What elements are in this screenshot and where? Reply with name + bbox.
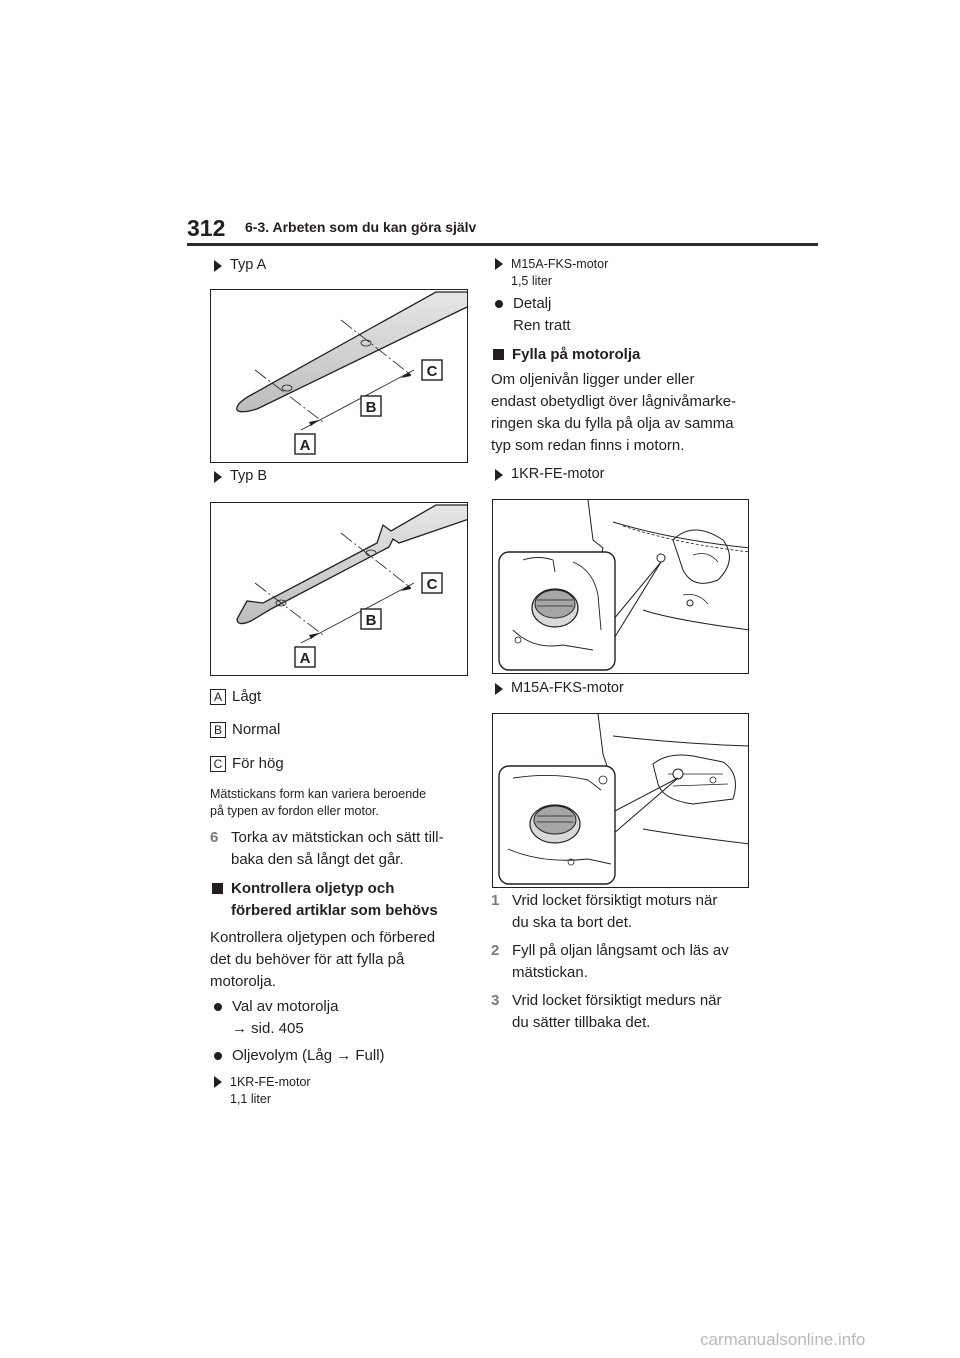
step-2: 2 Fyll på oljan långsamt och läs av mätstickan. bbox=[491, 942, 729, 981]
engine-m15a-fill-cap-figure bbox=[492, 713, 749, 888]
square-bullet-icon bbox=[493, 349, 504, 360]
bullet-detail: Detalj Ren tratt bbox=[491, 293, 571, 337]
arrow-icon bbox=[495, 683, 503, 695]
square-bullet-icon bbox=[212, 883, 223, 894]
engine-m15a-volume: M15A-FKS-motor 1,5 liter bbox=[491, 256, 608, 290]
dipstick-note: Mätstickans form kan variera beroende på typen av fordon eller motor. bbox=[210, 787, 427, 818]
engine-1kr-volume: 1KR-FE-motor 1,1 liter bbox=[210, 1074, 311, 1108]
fill-oil-paragraph: Om oljenivån ligger under eller endast obetydligt över lågnivåmarke- ringen ska du fylla på olja av samma typ som redan finns i motorn. bbox=[491, 371, 737, 454]
dipstick-type-b-illustration bbox=[211, 503, 468, 676]
arrow-icon bbox=[495, 258, 503, 270]
legend-item-low: A Lågt bbox=[210, 688, 261, 705]
engine-1kr-illustration bbox=[493, 500, 749, 674]
bullet-dot-icon bbox=[214, 1003, 222, 1011]
arrow-icon bbox=[214, 260, 222, 272]
legend-key-c: C bbox=[210, 756, 226, 772]
bullet-dot-icon bbox=[214, 1052, 222, 1060]
bullet-oil-volume: Oljevolym (Låg → Full) bbox=[210, 1045, 385, 1067]
subheading-check-oil: Kontrollera oljetyp och förbered artiklar som behövs bbox=[210, 878, 438, 922]
svg-text:B: B bbox=[365, 399, 377, 416]
step-3: 3 Vrid locket försiktigt medurs när du sätter tillbaka det. bbox=[491, 992, 722, 1031]
arrow-icon bbox=[214, 1076, 222, 1088]
type-b-heading: Typ B bbox=[210, 468, 267, 484]
arrow-icon bbox=[214, 471, 222, 483]
section-title: 6-3. Arbeten som du kan göra själv bbox=[245, 219, 477, 235]
page-reference: → sid. 405 bbox=[232, 1020, 304, 1037]
watermark: carmanualsonline.info bbox=[700, 1330, 866, 1349]
legend-key-a: A bbox=[210, 689, 226, 705]
fig-m15a-heading: M15A-FKS-motor bbox=[491, 680, 624, 696]
fig-1kr-heading: 1KR-FE-motor bbox=[491, 466, 604, 482]
header-divider bbox=[187, 243, 818, 246]
svg-text:C: C bbox=[426, 576, 438, 593]
bullet-oil-selection: Val av motorolja → sid. 405 bbox=[210, 996, 338, 1040]
dipstick-type-b-figure bbox=[210, 502, 468, 676]
svg-text:B: B bbox=[365, 612, 377, 629]
svg-text:C: C bbox=[426, 363, 438, 380]
check-oil-paragraph: Kontrollera oljetypen och förbered det du behöver för att fylla på motorolja. bbox=[210, 929, 436, 990]
svg-text:A: A bbox=[299, 650, 311, 667]
legend-item-high: C För hög bbox=[210, 755, 284, 772]
step-1: 1 Vrid locket försiktigt moturs när du ska ta bort det. bbox=[491, 892, 718, 931]
type-a-heading: Typ A bbox=[210, 257, 266, 273]
step-6: 6 Torka av mätstickan och sätt till- baka den så långt det går. bbox=[210, 829, 444, 868]
legend-item-normal: B Normal bbox=[210, 721, 280, 738]
engine-m15a-illustration bbox=[493, 714, 749, 888]
engine-1kr-fill-cap-figure bbox=[492, 499, 749, 674]
arrow-icon bbox=[495, 469, 503, 481]
dipstick-type-a-illustration bbox=[211, 290, 468, 463]
bullet-dot-icon bbox=[495, 300, 503, 308]
svg-text:A: A bbox=[299, 437, 311, 454]
dipstick-type-a-figure bbox=[210, 289, 468, 463]
legend-key-b: B bbox=[210, 722, 226, 738]
subheading-fill-oil: Fylla på motorolja bbox=[491, 344, 640, 366]
page-number: 312 bbox=[187, 215, 226, 241]
